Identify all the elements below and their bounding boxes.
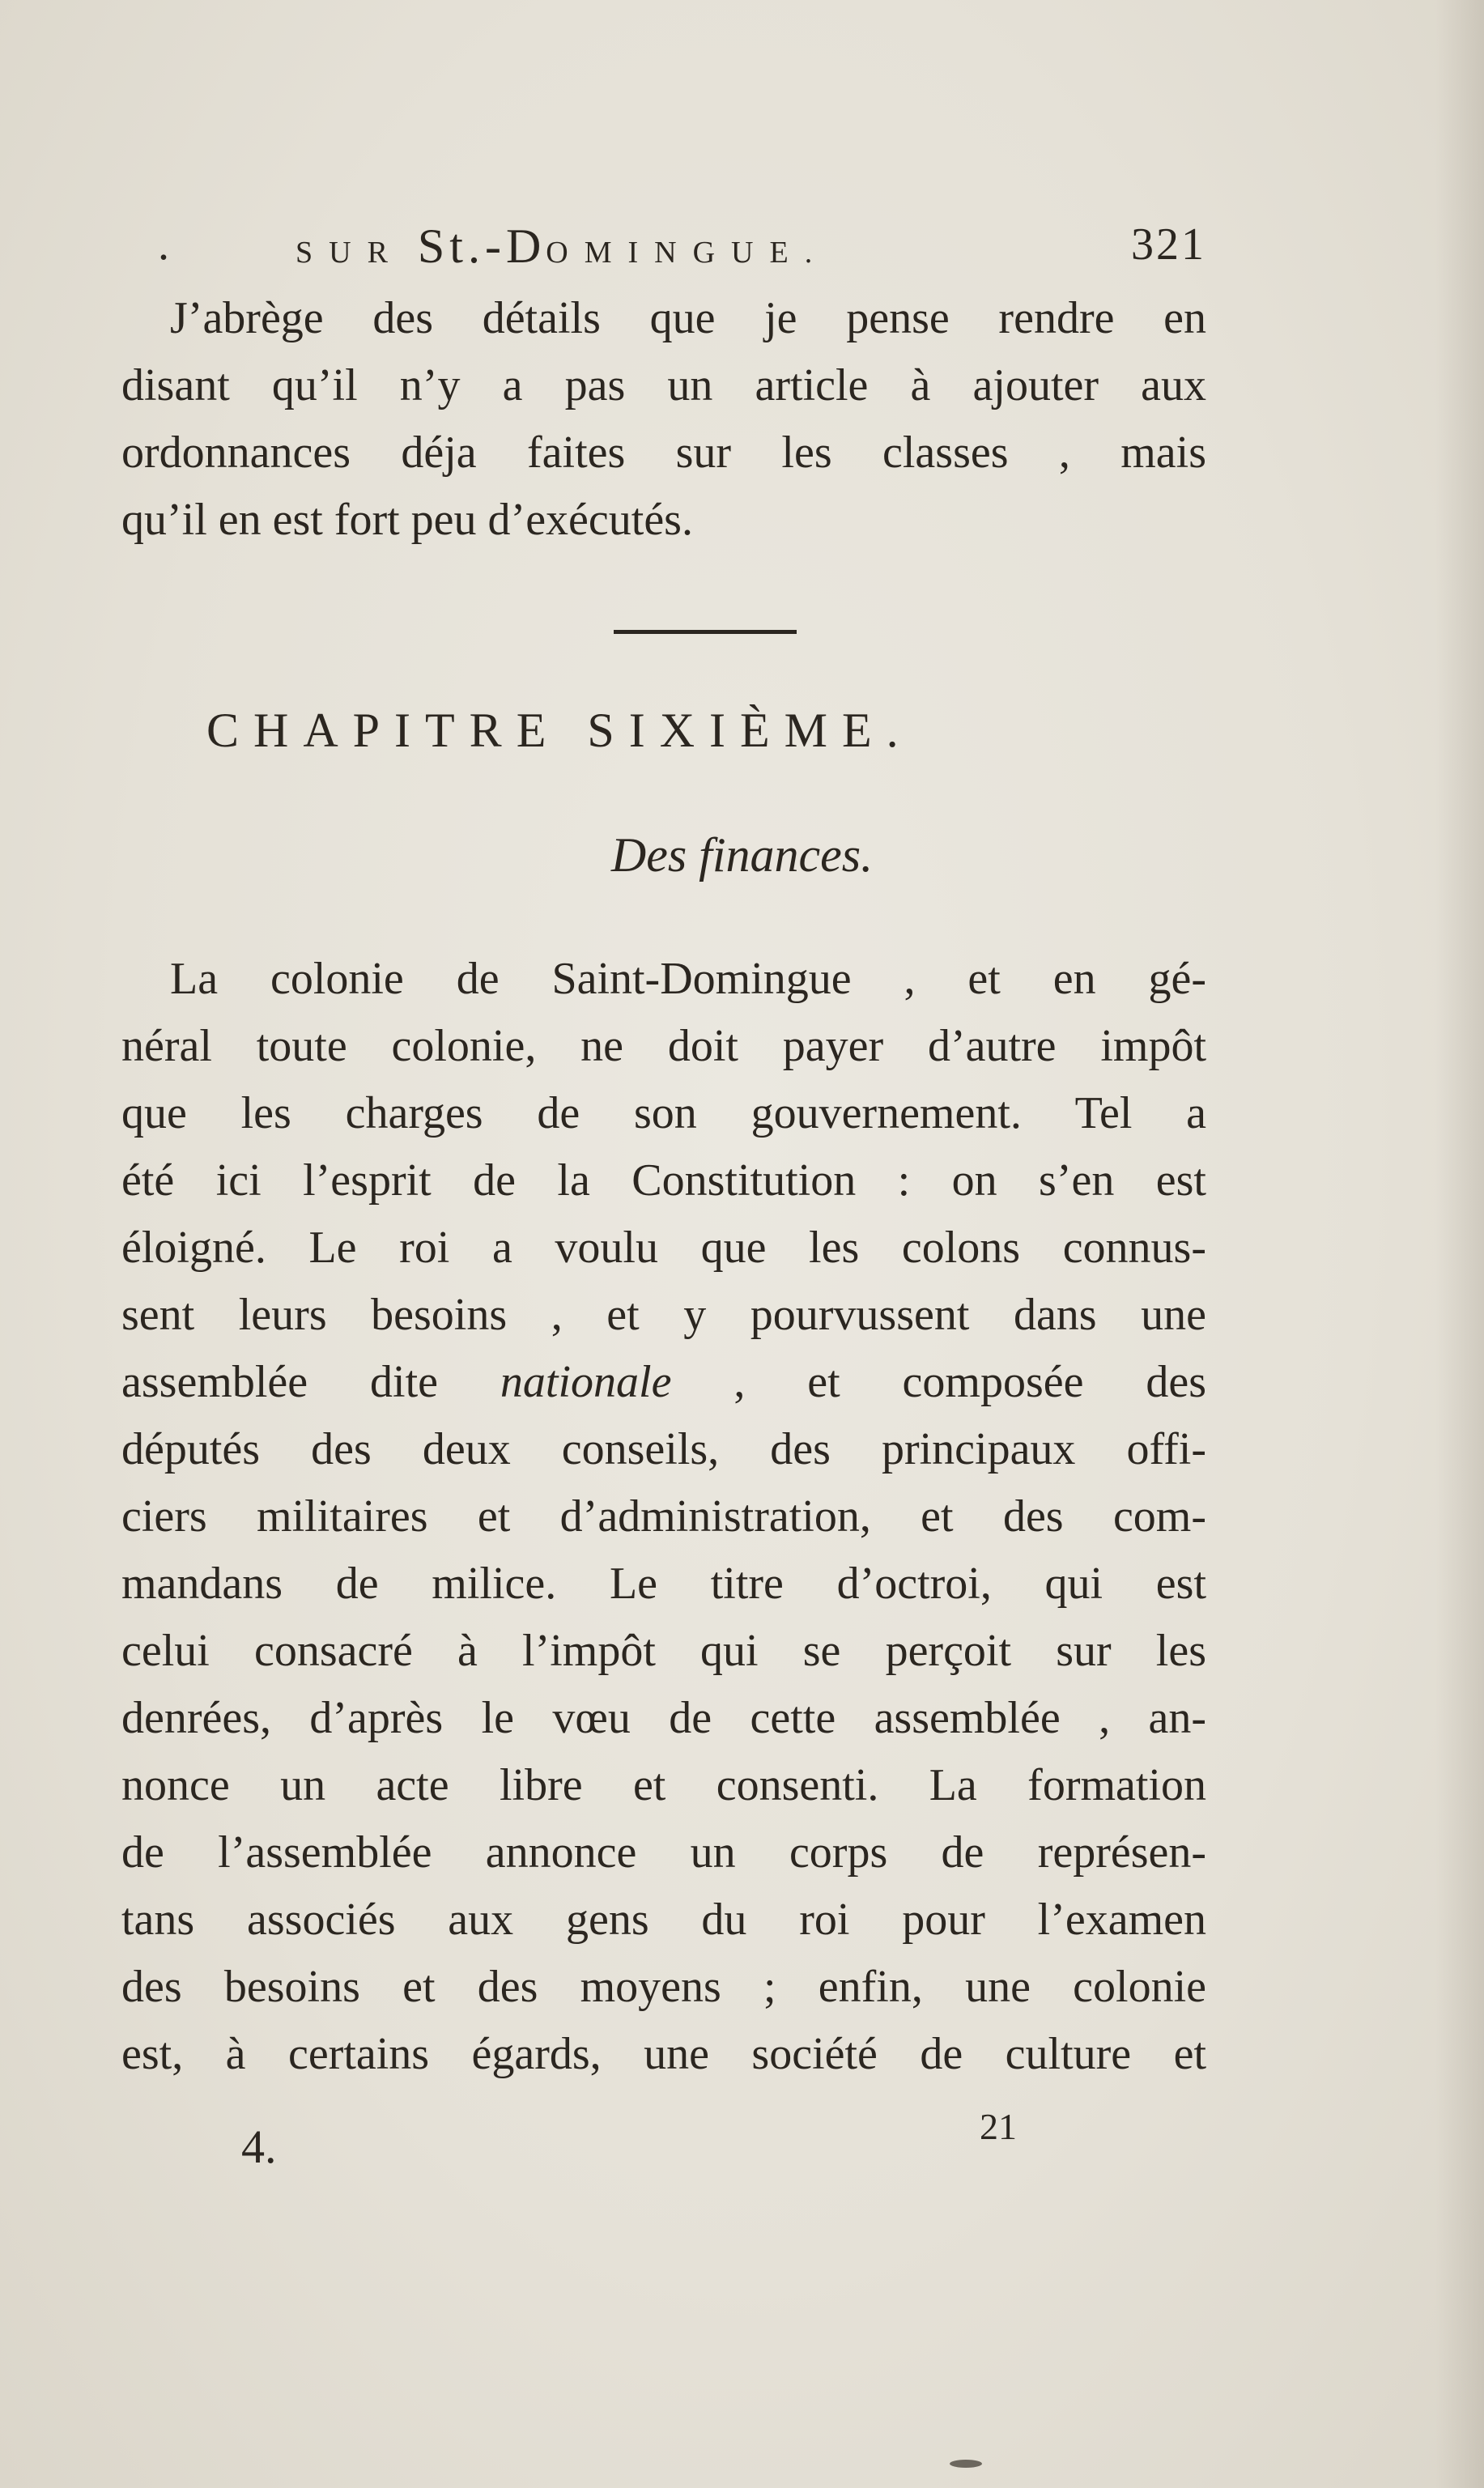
text-line: néral toute colonie, ne doit payer d’autre impôt <box>121 1021 1206 1071</box>
body-paragraph <box>121 946 1206 2088</box>
text-line: sent leurs besoins , et y pourvussent dans une <box>121 1290 1206 1340</box>
text-line: J’abrège des détails que je pense rendre en <box>170 293 1206 343</box>
italic-word: nationale <box>500 1357 672 1407</box>
chapter-heading: CHAPITRE SIXIÈME. <box>206 704 913 757</box>
text-line: disant qu’il n’y a pas un article à ajouter aux <box>121 360 1206 410</box>
running-head-mid: St.-D <box>417 219 546 273</box>
text-line: des besoins et des moyens ; enfin, une colonie <box>121 1962 1206 2012</box>
continuation-paragraph <box>121 285 1206 554</box>
text-line: ciers militaires et d’administration, et des com- <box>121 1491 1206 1542</box>
text-line: été ici l’esprit de la Constitution : on s’en est <box>121 1155 1206 1206</box>
text-line: assemblée dite nationale , et composée des <box>121 1357 1206 1407</box>
text-line: ordonnances déja faites sur les classes , mais <box>121 427 1206 478</box>
running-head-suffix: OMINGUE. <box>546 236 829 270</box>
text-line: éloigné. Le roi a voulu que les colons connus- <box>121 1223 1206 1273</box>
text-line: qu’il en est fort peu d’exécutés. <box>121 495 693 545</box>
text-line: La colonie de Saint-Domingue , et en gé- <box>170 954 1206 1004</box>
running-head <box>121 219 1206 283</box>
text-line: tans associés aux gens du roi pour l’examen <box>121 1895 1206 1945</box>
text-line: celui consacré à l’impôt qui se perçoit sur les <box>121 1626 1206 1676</box>
running-head-prefix: SUR <box>296 236 404 270</box>
text-line: que les charges de son gouvernement. Tel a <box>121 1088 1206 1138</box>
page-edge-shadow <box>1435 0 1484 2488</box>
catchword: 21 <box>980 2106 1017 2147</box>
text-line: denrées, d’après le vœu de cette assemblée , an- <box>121 1693 1206 1743</box>
running-head-title <box>296 219 828 274</box>
text-line: députés des deux conseils, des principaux offi- <box>121 1424 1206 1474</box>
text-line: mandans de milice. Le titre d’octroi, qui est <box>121 1559 1206 1609</box>
text-line: nonce un acte libre et consenti. La formation <box>121 1760 1206 1810</box>
running-head-dot: . <box>158 219 172 270</box>
text-line: est, à certains égards, une société de culture et <box>121 2029 1206 2079</box>
ink-smudge <box>950 2460 982 2468</box>
chapter-subtitle: Des finances. <box>610 828 874 882</box>
text-line: de l’assemblée annonce un corps de représen- <box>121 1827 1206 1878</box>
signature-mark: 4. <box>241 2120 277 2173</box>
page-number: 321 <box>1131 219 1206 270</box>
section-rule <box>614 630 797 634</box>
